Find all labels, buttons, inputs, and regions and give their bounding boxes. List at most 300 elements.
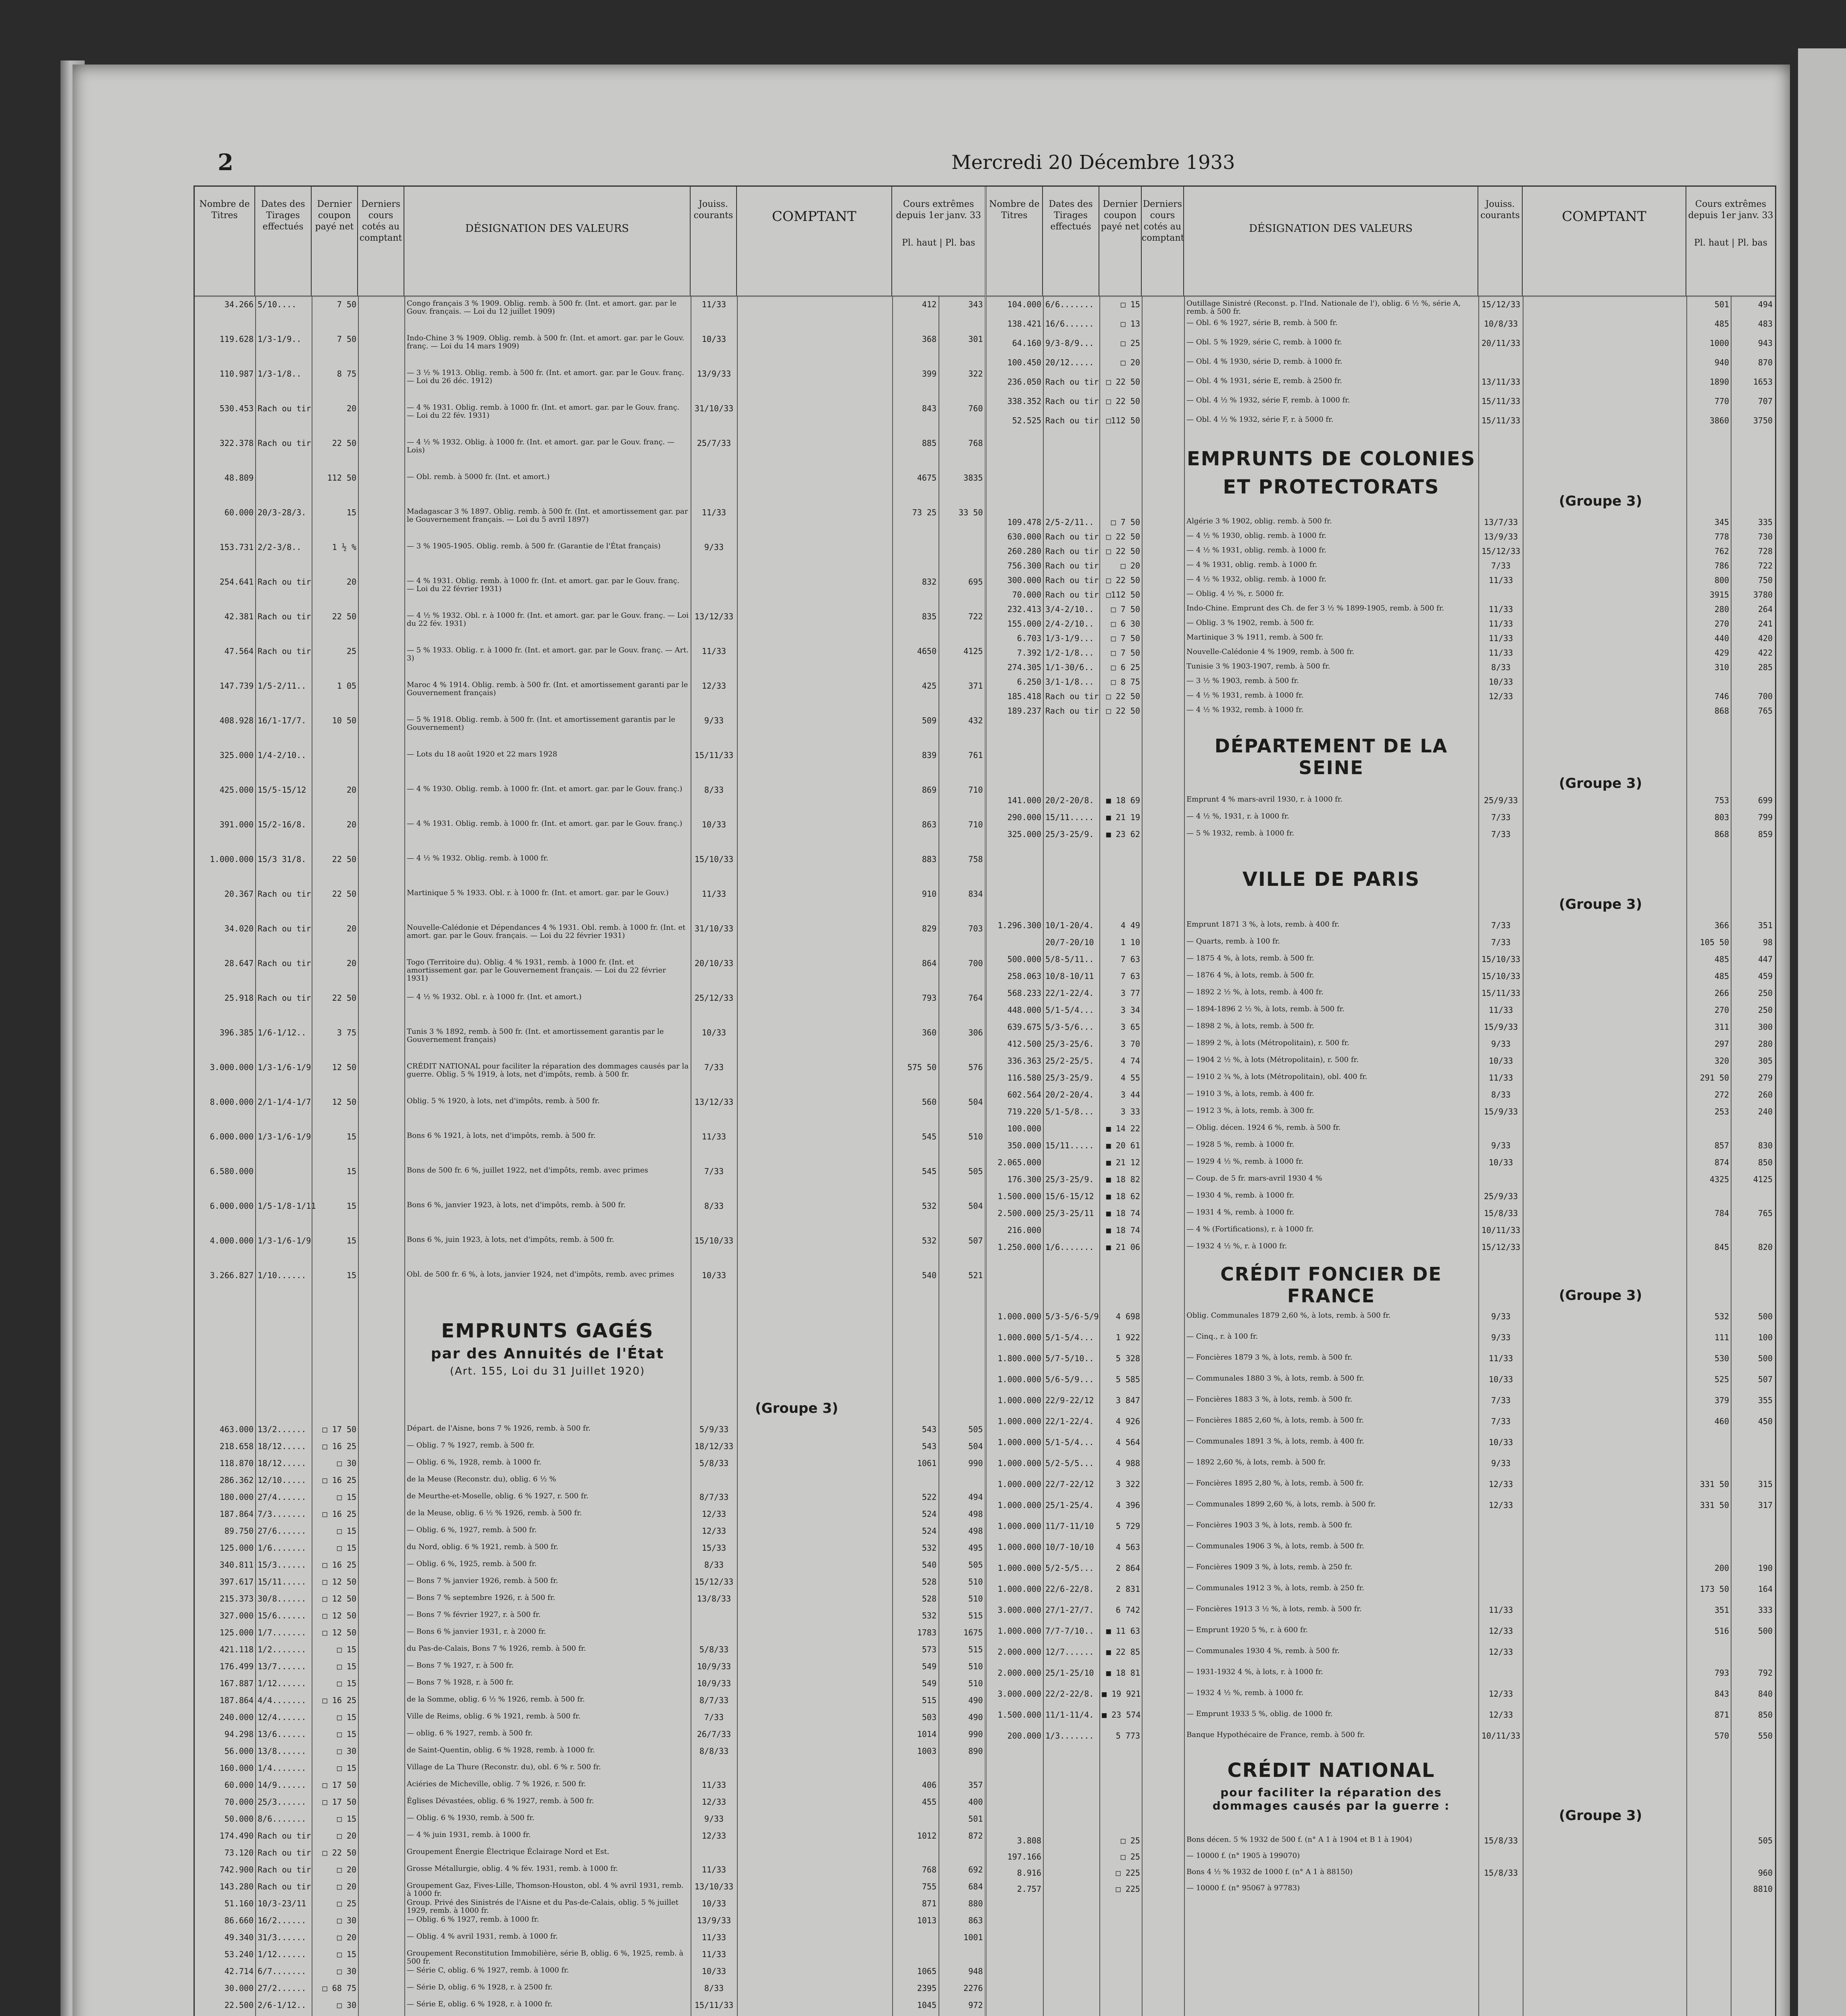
cell-tirages: 15/11..... [258, 1577, 306, 1587]
cell-designation: — Bons 6 % janvier 1931, r. à 2000 fr. [407, 1627, 546, 1636]
cell-tirages: 1/3....... [1045, 1731, 1094, 1741]
cell-plbas: 799 [1758, 812, 1773, 822]
cell-designation: — Foncières 1909 3 %, à lots, remb. à 250 fr. [1186, 1563, 1353, 1571]
cell-tirages: 25/1-25/4. [1045, 1500, 1094, 1510]
table-row [195, 334, 985, 369]
cell-coupon: □ 15 [337, 1712, 356, 1722]
table-row [195, 750, 985, 785]
cell-tirages: Rach ou tir [258, 889, 311, 899]
cell-designation: — 4 ½ % 1932. Oblig. à 1000 fr. (Int. et amort. gar. par le Gouv. franç. — Lois) [407, 438, 674, 454]
cell-designation: CRÉDIT NATIONAL pour faciliter la réparation des dommages causés par la guerre. Oblig. 5 % 1919, à lots, net d'impôts, remb. à 500 fr. [407, 1062, 689, 1079]
cell-plhaut: 360 [922, 1028, 937, 1037]
cell-designation: — Obl. remb. à 5000 fr. (Int. et amort.) [407, 473, 550, 481]
cell-tirages: 18/12..... [258, 1441, 306, 1451]
table-row [195, 438, 985, 473]
cell-titres: 1.000.000 [997, 1437, 1041, 1447]
cell-coupon: 5 585 [1116, 1375, 1140, 1384]
cell-plbas: 710 [968, 820, 983, 829]
cell-jouiss: 7/33 [1491, 812, 1511, 822]
cell-plhaut: 351 [1714, 1605, 1729, 1615]
cell-jouiss: 11/33 [701, 1132, 726, 1141]
cell-coupon: 20 [346, 958, 356, 968]
cell-coupon: □ 16 25 [322, 1441, 356, 1451]
plhaut-label: Pl. haut [902, 238, 937, 248]
cell-jouiss: 8/33 [1491, 1090, 1511, 1100]
cell-titres: 116.580 [1007, 1073, 1041, 1083]
cell-tirages: 7/3....... [258, 1509, 306, 1519]
cell-designation: — Oblig. 4 ½ %, r. 5000 fr. [1186, 589, 1284, 598]
cell-designation: — 5 % 1918. Oblig. remb. à 500 fr. (Int. et amortissement garantis par le Gouvernement) [407, 715, 676, 732]
cell-plbas: 960 [1758, 1868, 1773, 1878]
cell-plbas: 730 [1758, 532, 1773, 541]
cell-coupon: 1 ½ % [332, 542, 356, 552]
cell-titres: 2.757 [1017, 1884, 1041, 1894]
cell-titres: 89.750 [224, 1526, 254, 1536]
cell-tirages: 1/6-1/12.. [258, 1028, 306, 1037]
cell-coupon: □ 20 [337, 1865, 356, 1874]
cell-jouiss: 15/12/33 [1481, 1242, 1521, 1252]
cell-tirages: 25/2-25/5. [1045, 1056, 1094, 1066]
table-row [195, 1577, 985, 1594]
table-row [195, 1526, 985, 1543]
cell-plhaut: 560 [922, 1097, 937, 1107]
cell-jouiss: 7/33 [1491, 921, 1511, 930]
cell-titres: 143.280 [219, 1882, 254, 1891]
cell-jouiss: 8/33 [1491, 662, 1511, 672]
cell-tirages: 12/10..... [258, 1475, 306, 1485]
cell-tirages: 6/6....... [1045, 300, 1094, 309]
table-row [195, 1662, 985, 1679]
table-row [195, 1679, 985, 1695]
cell-plbas: 490 [968, 1695, 983, 1705]
cell-plhaut: 270 [1714, 1005, 1729, 1015]
cell-jouiss: 25/7/33 [697, 438, 731, 448]
cell-designation: Départ. de l'Aisne, bons 7 % 1926, remb. à 500 fr. [407, 1424, 591, 1433]
table-row [195, 1966, 985, 1983]
cell-coupon: ■ 18 74 [1106, 1208, 1140, 1218]
cell-designation: — 4 % 1930. Oblig. remb. à 1000 fr. (Int. et amort. gar. par le Gouv. franç.) [407, 785, 683, 793]
cell-tirages: Rach ou tir [1045, 706, 1099, 716]
cell-designation: — Oblig. 6 % 1930, remb. à 500 fr. [407, 1814, 535, 1822]
cell-tirages: 1/4-2/10.. [258, 750, 306, 760]
cell-tirages: 5/7-5/10.. [1045, 1354, 1094, 1363]
cell-plhaut: 864 [922, 958, 937, 968]
cell-plhaut: 829 [922, 924, 937, 933]
cell-plbas: 830 [1758, 1141, 1773, 1150]
cell-titres: 322.378 [219, 438, 254, 448]
cell-jouiss: 13/12/33 [694, 1097, 734, 1107]
cell-plbas: 761 [968, 750, 983, 760]
cell-coupon: 20 [346, 924, 356, 933]
cell-coupon: □ 22 50 [1106, 706, 1140, 716]
cell-coupon: 22 50 [332, 854, 356, 864]
cell-plbas: 333 [1758, 1605, 1773, 1615]
cell-coupon: ■ 23 574 [1102, 1710, 1141, 1720]
cell-plhaut: 532 [922, 1201, 937, 1211]
cell-titres: 1.000.000 [997, 1416, 1041, 1426]
cell-titres: 86.660 [224, 1916, 254, 1925]
table-row [986, 358, 1775, 377]
cell-tirages: 15/11..... [1045, 1141, 1094, 1150]
cell-titres: 110.987 [219, 369, 254, 379]
table-row [195, 820, 985, 854]
cell-titres: 260.280 [1007, 546, 1041, 556]
credit-national-title: CRÉDIT NATIONAL [1227, 1759, 1435, 1782]
cell-plhaut: 2395 [917, 1983, 937, 1993]
cell-tirages: 2/6-1/12.. [258, 2000, 306, 2010]
cell-plhaut: 73 25 [912, 508, 937, 517]
cell-tirages: Rach ou tir [258, 1848, 311, 1858]
cell-designation: Congo français 3 % 1909. Oblig. remb. à 500 fr. (Int. et amort. gar. par le Gouv. français. — Loi du 12 juillet 1909) [407, 299, 677, 316]
cell-designation: — 1931 4 %, remb. à 1000 fr. [1186, 1208, 1294, 1216]
cell-titres: 412.500 [1007, 1039, 1041, 1049]
cell-jouiss: 12/33 [701, 1831, 726, 1841]
cell-jouiss: 7/33 [704, 1166, 724, 1176]
cell-plbas: 100 [1758, 1333, 1773, 1342]
cell-jouiss: 10/33 [701, 820, 726, 829]
cell-designation: Bons 4 ½ % 1932 de 1000 f. (n° A 1 à 88150) [1186, 1868, 1353, 1876]
cell-titres: 397.617 [219, 1577, 254, 1587]
cell-designation: — Coup. de 5 fr. mars-avril 1930 4 % [1186, 1174, 1322, 1183]
cell-plhaut: 770 [1714, 396, 1729, 406]
cell-jouiss: 12/33 [1488, 1647, 1513, 1657]
cell-designation: — 4 ½ %, 1931, r. à 1000 fr. [1186, 812, 1289, 821]
cell-designation: — 1912 3 %, à lots, remb. à 300 fr. [1186, 1106, 1314, 1115]
cell-coupon: ■ 21 19 [1106, 812, 1140, 822]
cell-designation: — Oblig. 6 %, 1925, remb. à 500 fr. [407, 1560, 537, 1568]
cell-coupon: ■ 19 921 [1102, 1689, 1141, 1699]
cell-jouiss: 10/33 [701, 1028, 726, 1037]
cell-jouiss: 15/11/33 [694, 750, 734, 760]
cell-jouiss: 15/8/33 [1484, 1208, 1518, 1218]
cell-plhaut: 869 [922, 785, 937, 795]
cell-tirages: 13/6...... [258, 1729, 306, 1739]
cell-coupon: 22 50 [332, 993, 356, 1003]
cell-jouiss: 15/12/33 [1481, 546, 1521, 556]
cell-titres: 1.000.000 [997, 1479, 1041, 1489]
cell-plbas: 3835 [963, 473, 983, 483]
cell-designation: Martinique 3 % 1911, remb. à 500 fr. [1186, 633, 1324, 641]
cell-tirages: 27/6...... [258, 1526, 306, 1536]
cell-plhaut: 272 [1714, 1090, 1729, 1100]
emprunts-gages-subtitle: par des Annuités de l'État [431, 1345, 664, 1362]
cell-plhaut: 1003 [917, 1746, 937, 1756]
colonies-heading: EMPRUNTS DE COLONIES ET PROTECTORATS [1186, 448, 1476, 498]
cell-coupon: ■ 20 61 [1106, 1141, 1140, 1150]
cell-designation: — Série D, oblig. 6 % 1928, r. à 2500 fr. [407, 1983, 553, 1991]
table-row [986, 1039, 1775, 1056]
cell-tirages: 16/2...... [258, 1916, 306, 1925]
cell-plbas: 834 [968, 889, 983, 899]
cell-titres: 6.000.000 [210, 1132, 254, 1141]
cell-plbas: 1001 [963, 1933, 983, 1942]
cell-titres: 60.000 [224, 508, 254, 517]
table-row [986, 1141, 1775, 1158]
cell-jouiss: 10/33 [1488, 1056, 1513, 1066]
cell-jouiss: 15/12/33 [694, 1577, 734, 1587]
cell-plbas: 315 [1758, 1479, 1773, 1489]
cell-plbas: 355 [1758, 1395, 1773, 1405]
table-row [986, 1333, 1775, 1354]
table-row [986, 575, 1775, 590]
cell-tirages: 10/8-10/11 [1045, 971, 1094, 981]
cell-titres: 22.500 [224, 2000, 254, 2010]
cell-jouiss: 10/33 [1488, 1158, 1513, 1167]
cell-plhaut: 280 [1714, 604, 1729, 614]
table-row [986, 319, 1775, 338]
cell-tirages: 20/3-28/3. [258, 508, 306, 517]
cell-plbas: 498 [968, 1509, 983, 1519]
cell-jouiss: 11/33 [701, 508, 726, 517]
cell-coupon: 3 847 [1116, 1395, 1140, 1405]
cell-titres: 185.418 [1007, 691, 1041, 701]
cell-plbas: 870 [1758, 358, 1773, 367]
cell-designation: Ville de Reims, oblig. 6 % 1921, remb. à 500 fr. [407, 1712, 581, 1720]
cell-plbas: 768 [968, 438, 983, 448]
cell-tirages: Rach ou tir [258, 1831, 311, 1841]
cell-designation: Bons 6 %, janvier 1923, à lots, net d'impôts, remb. à 500 fr. [407, 1201, 626, 1209]
cell-plbas: 371 [968, 681, 983, 691]
cell-coupon: 20 [346, 577, 356, 587]
cell-tirages: Rach ou tir [1045, 546, 1099, 556]
table-row [195, 889, 985, 924]
cell-plbas: 990 [968, 1458, 983, 1468]
table-row [986, 1884, 1775, 1900]
table-row [195, 1916, 985, 1933]
cell-designation: Oblig. Communales 1879 2,60 %, à lots, remb. à 500 fr. [1186, 1311, 1391, 1320]
cell-plbas: 521 [968, 1270, 983, 1280]
cell-designation: — 4 % (Fortifications), r. à 1000 fr. [1186, 1225, 1314, 1233]
cell-coupon: 15 [346, 1166, 356, 1176]
cell-titres: 3.000.000 [997, 1605, 1041, 1615]
cell-plhaut: 793 [922, 993, 937, 1003]
cell-jouiss: 12/33 [701, 681, 726, 691]
cell-coupon: □ 20 [1120, 358, 1140, 367]
table-row [195, 1645, 985, 1662]
cell-titres: 1.000.000 [997, 1458, 1041, 1468]
cell-plbas: 728 [1758, 546, 1773, 556]
cell-tirages: 1/3-1/8.. [258, 369, 302, 379]
cell-tirages: 22/1-22/4. [1045, 1416, 1094, 1426]
cell-plhaut: 755 [922, 1882, 937, 1891]
cell-titres: 160.000 [219, 1763, 254, 1773]
col-tirages: Dates des Tirages effectués [255, 187, 312, 296]
cell-designation: Martinique 5 % 1933. Obl. r. à 1000 fr. (Int. et amort. gar. par le Gouv.) [407, 889, 669, 897]
plhaut-plbas-r: Pl. haut | Pl. bas [1694, 238, 1767, 248]
cell-plhaut: 793 [1714, 1668, 1729, 1678]
cell-plhaut: 509 [922, 716, 937, 725]
cell-titres: 176.300 [1007, 1175, 1041, 1184]
cell-titres: 1.000.000 [997, 1375, 1041, 1384]
cell-tirages: 5/8-5/11.. [1045, 954, 1094, 964]
cell-designation: — 1898 2 %, à lots, remb. à 500 fr. [1186, 1022, 1314, 1030]
cell-plhaut: 573 [922, 1645, 937, 1654]
cell-plbas: 515 [968, 1645, 983, 1654]
cell-coupon: 4 926 [1116, 1416, 1140, 1426]
cell-jouiss: 5/9/33 [699, 1425, 729, 1434]
cell-plhaut: 753 [1714, 796, 1729, 805]
cell-designation: — Oblig. 3 % 1902, remb. à 500 fr. [1186, 619, 1314, 627]
cell-designation: — 4 % 1931, oblig. remb. à 1000 fr. [1186, 560, 1317, 569]
table-row [195, 1270, 985, 1305]
cell-titres: 286.362 [219, 1475, 254, 1485]
cell-coupon: □ 30 [337, 1916, 356, 1925]
cell-jouiss: 15/11/33 [694, 2000, 734, 2010]
table-row [986, 1242, 1775, 1259]
table-row [986, 1836, 1775, 1852]
cell-plbas: 504 [968, 1441, 983, 1451]
cell-plhaut: 379 [1714, 1395, 1729, 1405]
cell-tirages: Rach ou tir [258, 612, 311, 621]
cell-plbas: 33 50 [958, 508, 983, 517]
cell-titres: 53.240 [224, 1949, 254, 1959]
table-row [195, 1458, 985, 1475]
cell-coupon: 22 50 [332, 612, 356, 621]
cell-coupon: 4 563 [1116, 1542, 1140, 1552]
cell-coupon: 2 831 [1116, 1584, 1140, 1594]
table-row [195, 924, 985, 958]
table-row [195, 1865, 985, 1882]
cell-coupon: □ 17 50 [322, 1425, 356, 1434]
cell-designation: Nouvelle-Calédonie 4 % 1909, remb. à 500 fr. [1186, 648, 1355, 656]
cell-jouiss: 15/11/33 [1481, 396, 1521, 406]
cell-tirages: 1/3-1/9.. [258, 334, 302, 344]
cell-coupon: 3 322 [1116, 1479, 1140, 1489]
cell-plhaut: 503 [922, 1712, 937, 1722]
cell-plbas: 758 [968, 854, 983, 864]
cell-designation: — 4 ½ % 1932, oblig. remb. à 1000 fr. [1186, 575, 1327, 583]
cell-coupon: 2 864 [1116, 1563, 1140, 1573]
cell-coupon: 1 922 [1116, 1333, 1140, 1342]
table-row [195, 473, 985, 508]
cell-plhaut: 501 [1714, 300, 1729, 309]
cell-tirages: Rach ou tir [1045, 561, 1099, 571]
cell-tirages: 20/2-20/8. [1045, 796, 1094, 805]
cell-coupon: □ 20 [1120, 561, 1140, 571]
cell-coupon: □ 16 25 [322, 1695, 356, 1705]
cell-tirages: 3/1-1/8... [1045, 677, 1094, 687]
table-row [986, 1107, 1775, 1124]
table-row [195, 1594, 985, 1611]
cell-designation: Emprunt 1871 3 %, à lots, remb. à 400 fr. [1186, 920, 1340, 929]
table-row [986, 1090, 1775, 1107]
cell-coupon: ■ 23 62 [1106, 829, 1140, 839]
emprunts-gages-group: (Groupe 3) [755, 1400, 839, 1416]
table-row [986, 396, 1775, 416]
cell-coupon: □ 17 50 [322, 1780, 356, 1790]
cell-coupon: 20 [346, 404, 356, 413]
cell-tirages: 14/9...... [258, 1780, 306, 1790]
cell-jouiss: 11/33 [1488, 619, 1513, 629]
cell-jouiss: 25/12/33 [694, 993, 734, 1003]
cell-tirages: 1/10...... [258, 1270, 306, 1280]
cell-titres: 500.000 [1007, 954, 1041, 964]
cell-titres: 180.000 [219, 1492, 254, 1502]
page-number: 2 [218, 149, 233, 176]
cell-tirages: 25/3...... [258, 1797, 306, 1807]
cell-jouiss: 8/7/33 [699, 1492, 729, 1502]
cell-jouiss: 5/8/33 [699, 1645, 729, 1654]
cell-jouiss: 12/33 [1488, 1500, 1513, 1510]
cell-titres: 60.000 [224, 1780, 254, 1790]
cell-tirages: 25/3-25/9. [1045, 1175, 1094, 1184]
table-row [195, 1509, 985, 1526]
cell-designation: — 1928 5 %, remb. à 1000 fr. [1186, 1140, 1294, 1149]
cell-plbas: 241 [1758, 619, 1773, 629]
cell-plhaut: 1013 [917, 1916, 937, 1925]
cell-coupon: □ 15 [337, 1645, 356, 1654]
cell-plhaut: 874 [1714, 1158, 1729, 1167]
table-row [986, 1584, 1775, 1605]
cell-tirages: 1/3-1/6-1/9 [258, 1132, 311, 1141]
cell-plbas: 1653 [1753, 377, 1773, 387]
cell-jouiss: 10/33 [1488, 1437, 1513, 1447]
table-row [195, 1166, 985, 1201]
quotation-table [194, 185, 1776, 2016]
cell-titres: 327.000 [219, 1611, 254, 1620]
cell-tirages: 15/6-15/12 [1045, 1191, 1094, 1201]
cell-titres: 2.500.000 [997, 1208, 1041, 1218]
cell-coupon: □ 22 50 [1106, 575, 1140, 585]
cell-titres: 630.000 [1007, 532, 1041, 541]
cell-plhaut: 871 [1714, 1710, 1729, 1720]
cell-tirages: 16/1-17/7. [258, 716, 306, 725]
table-row [986, 1225, 1775, 1242]
table-row [986, 662, 1775, 677]
cell-coupon: □ 17 50 [322, 1797, 356, 1807]
cell-coupon: 4 698 [1116, 1312, 1140, 1321]
table-row [195, 612, 985, 646]
cell-tirages: 9/3-8/9... [1045, 338, 1094, 348]
cell-jouiss: 11/33 [1488, 648, 1513, 658]
col-titres: Nombre de Titres [195, 187, 255, 296]
extremes-label-r: Cours extrêmes depuis 1er janv. 33 [1688, 199, 1773, 221]
col-tirages-r: Dates des Tirages effectués [1043, 187, 1099, 296]
cell-plhaut: 540 [922, 1560, 937, 1570]
cell-plbas: 264 [1758, 604, 1773, 614]
cell-titres: 258.063 [1007, 971, 1041, 981]
cell-plbas: 317 [1758, 1500, 1773, 1510]
cell-jouiss: 20/11/33 [1481, 338, 1521, 348]
cell-titres: 463.000 [219, 1425, 254, 1434]
cell-titres: 189.237 [1007, 706, 1041, 716]
cell-titres: 42.714 [224, 1966, 254, 1976]
cell-jouiss: 15/8/33 [1484, 1868, 1518, 1878]
cell-coupon: □ 225 [1116, 1884, 1140, 1894]
table-row [986, 1208, 1775, 1225]
cell-designation: — Oblig. 7 % 1927, remb. à 500 fr. [407, 1441, 535, 1450]
extremes-label: Cours extrêmes depuis 1er janv. 33 [896, 199, 981, 221]
cell-titres: 187.864 [219, 1695, 254, 1705]
cell-jouiss: 10/9/33 [697, 1679, 731, 1688]
cell-titres: 200.000 [1007, 1731, 1041, 1741]
cell-titres: 125.000 [219, 1628, 254, 1637]
table-row [986, 1124, 1775, 1141]
cell-titres: 51.160 [224, 1899, 254, 1908]
cell-titres: 70.000 [1012, 590, 1041, 600]
cell-plbas: 872 [968, 1831, 983, 1841]
cell-plbas: 498 [968, 1526, 983, 1536]
cell-titres: 2.000.000 [997, 1647, 1041, 1657]
cell-coupon: □ 22 50 [1106, 532, 1140, 541]
cell-titres: 187.864 [219, 1509, 254, 1519]
cell-designation: — Emprunt 1933 5 %, oblig. de 1000 fr. [1186, 1710, 1333, 1718]
table-row [986, 1416, 1775, 1437]
cell-plbas: 500 [1758, 1626, 1773, 1636]
cell-coupon: 20 [346, 820, 356, 829]
cell-jouiss: 15/10/33 [1481, 954, 1521, 964]
cell-plbas: 576 [968, 1062, 983, 1072]
